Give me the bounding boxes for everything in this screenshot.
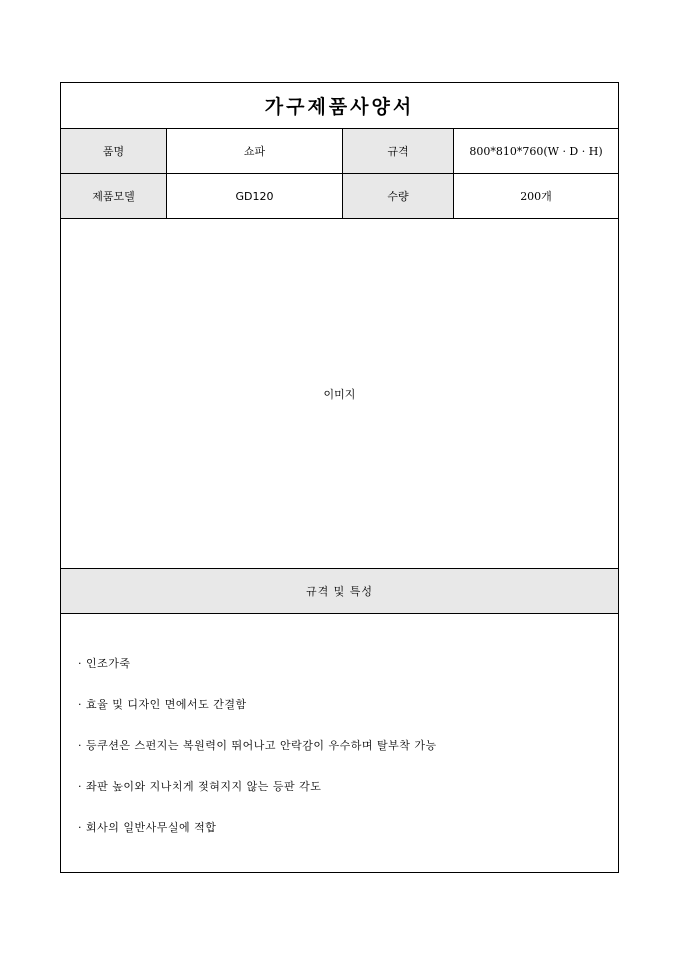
feature-item: · 인조가죽	[78, 657, 131, 670]
feature-item: · 회사의 일반사무실에 적합	[78, 821, 217, 834]
size-value: 800*810*760(W · D · H)	[453, 129, 618, 173]
title-row	[61, 83, 618, 129]
model-row	[61, 174, 618, 219]
spec-header	[61, 569, 618, 614]
feature-item: · 효율 및 디자인 면에서도 간결함	[78, 698, 247, 711]
model-value: GD120	[166, 174, 342, 218]
document-title: 가구제품사양서	[264, 96, 415, 118]
feature-item: · 등쿠션은 스펀지는 복원력이 뛰어나고 안락감이 우수하며 탈부착 가능	[78, 739, 437, 752]
spec-sheet	[60, 82, 619, 873]
product-name-row	[61, 129, 618, 174]
quantity-label: 수량	[342, 174, 453, 218]
model-label: 제품모델	[61, 174, 166, 218]
spec-header-text: 규격 및 특성	[305, 585, 374, 598]
image-placeholder-text: 이미지	[323, 387, 356, 401]
feature-list	[61, 614, 618, 862]
product-name-value: 쇼파	[166, 129, 342, 173]
product-name-label: 품명	[61, 129, 166, 173]
quantity-value: 200개	[453, 174, 618, 218]
image-area	[61, 219, 618, 569]
size-label: 규격	[342, 129, 453, 173]
feature-item: · 좌판 높이와 지나치게 젖혀지지 않는 등판 각도	[78, 780, 322, 793]
